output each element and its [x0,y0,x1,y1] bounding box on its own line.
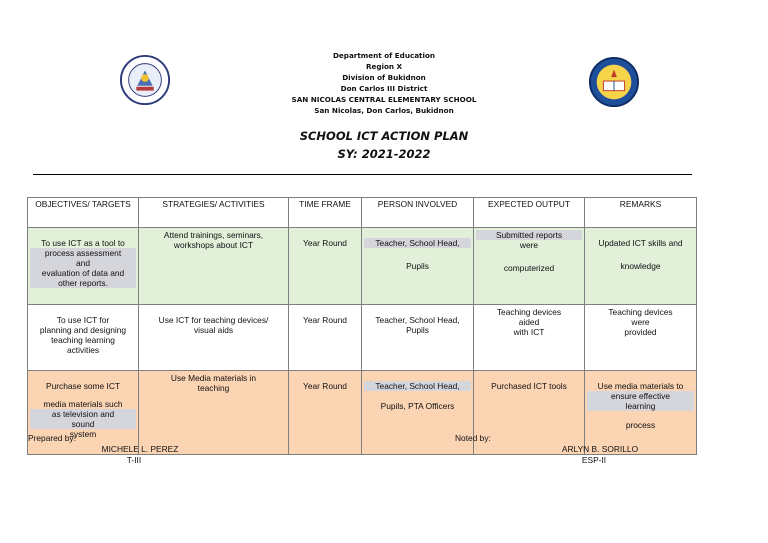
header-expected-output: EXPECTED OUTPUT [474,198,585,228]
cell-strategy: Use ICT for teaching devices/ visual aids [139,305,289,371]
header-person-involved: PERSON INVOLVED [362,198,474,228]
school-year: SY: 2021-2022 [337,147,431,161]
deped-seal-right-icon [585,56,643,108]
header-objectives: OBJECTIVES/ TARGETS [28,198,139,228]
cell-person: Teacher, School Head, Pupils [362,305,474,371]
cell-remarks: Teaching devices were provided [585,305,697,371]
deped-seal-left-icon [116,54,174,106]
cell-objective: To use ICT as a tool to process assessment and evaluation of data and other reports. [28,228,139,305]
table-row [28,371,697,455]
header-school: SAN NICOLAS CENTRAL ELEMENTARY SCHOOL [291,95,477,104]
cell-person: Teacher, School Head, Pupils, PTA Officers [362,371,474,455]
header-address: San Nicolas, Don Carlos, Bukidnon [314,106,454,115]
cell-remarks: Updated ICT skills and knowledge [585,228,697,305]
noted-by-position: ESP-II [581,455,607,465]
header-time-frame: TIME FRAME [289,198,362,228]
cell-strategy: Attend trainings, seminars, workshops about ICT [139,228,289,305]
cell-output: Teaching devices aided with ICT [474,305,585,371]
header-strategies: STRATEGIES/ ACTIVITIES [139,198,289,228]
cell-output: Submitted reports were computerized [474,228,585,305]
prepared-by-name: MICHELE L. PEREZ [101,444,179,454]
cell-objective: Purchase some ICT media materials such as television and sound system [28,371,139,455]
cell-remarks: Use media materials to ensure effective learning process [585,371,697,455]
cell-time-frame: Year Round [289,371,362,455]
table-row [28,305,697,371]
table-row [28,228,697,305]
noted-by-label: Noted by: [455,433,491,443]
prepared-by-position: T-III [126,455,142,465]
cell-time-frame: Year Round [289,305,362,371]
header-divider [33,174,692,175]
cell-time-frame: Year Round [289,228,362,305]
header-division: Division of Bukidnon [342,73,426,82]
cell-output: Purchased ICT tools [474,371,585,455]
noted-by-name: ARLYN B. SORILLO [561,444,639,454]
cell-objective: To use ICT for planning and designing teaching learning activities [28,305,139,371]
action-plan-table [27,197,697,455]
cell-strategy: Use Media materials in teaching [139,371,289,455]
document-title: SCHOOL ICT ACTION PLAN [299,129,469,143]
table-header-row [28,198,697,228]
header-district: Don Carlos III District [340,84,428,93]
header-region: Region X [365,62,403,71]
header-department: Department of Education [332,51,436,60]
cell-person: Teacher, School Head, Pupils [362,228,474,305]
header-remarks: REMARKS [585,198,697,228]
prepared-by-label: Prepared by: [28,433,76,443]
